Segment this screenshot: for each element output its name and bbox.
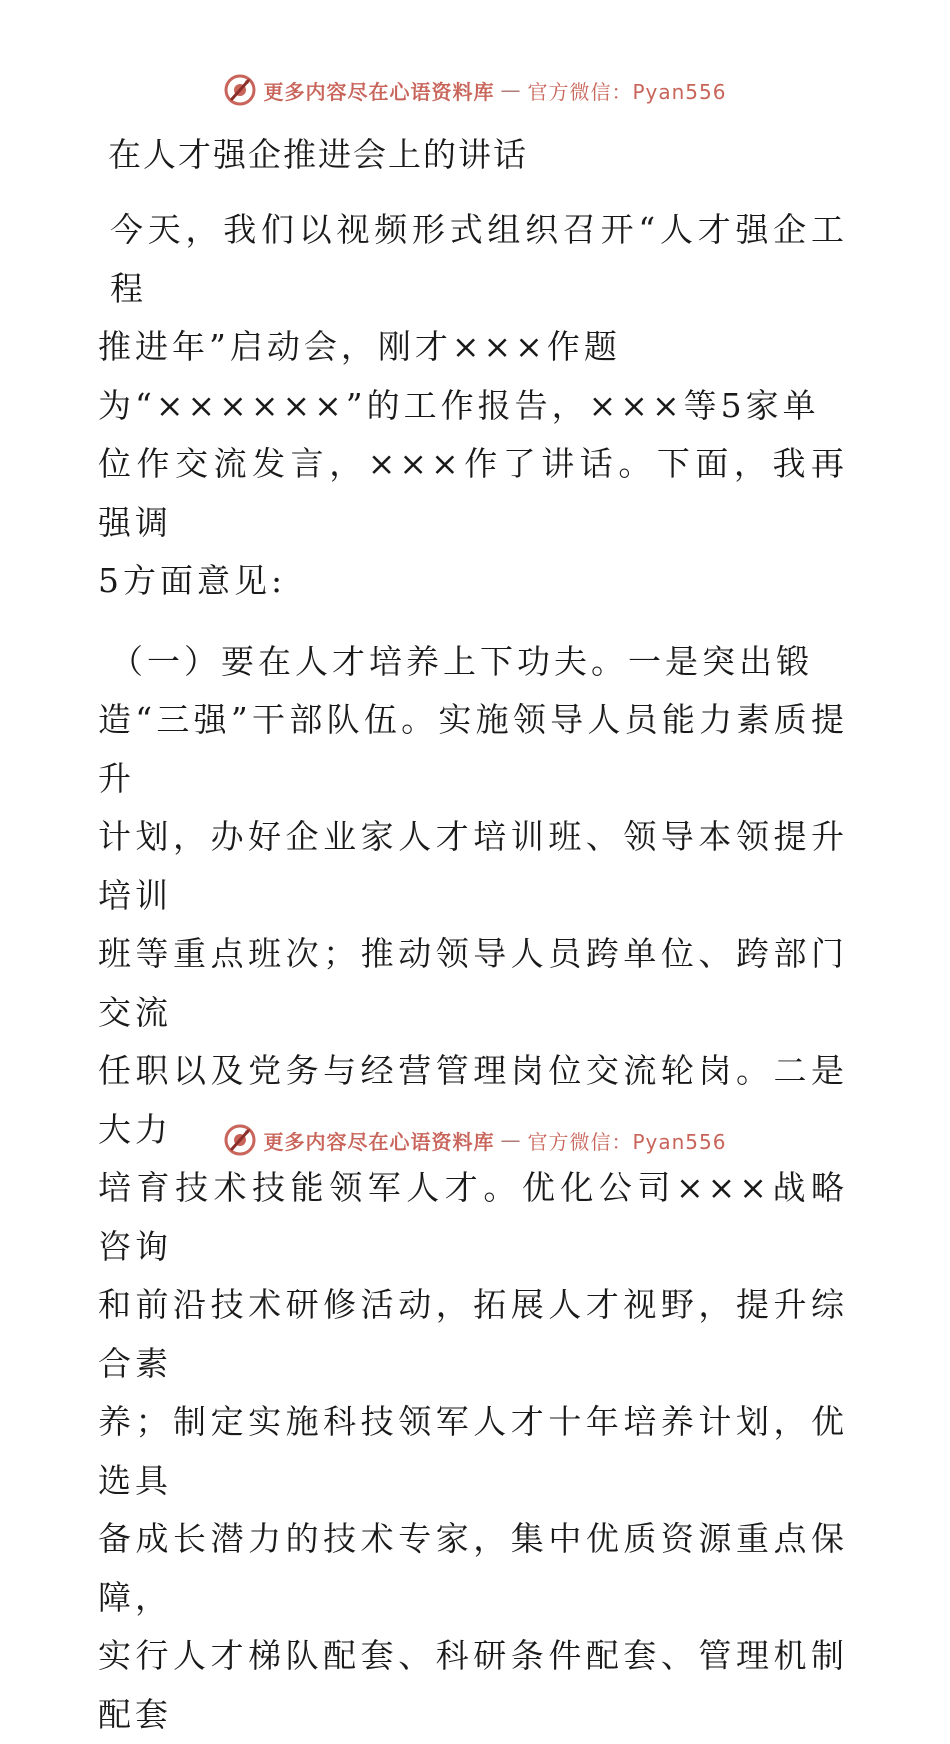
paragraph-line: 推进年”启动会，刚才×××作题: [98, 327, 621, 366]
banner-contact-text: 官方微信：Pyan556: [527, 79, 727, 104]
paragraph-line: 培育技术技能领军人才。优化公司×××战略咨询: [98, 1168, 848, 1266]
paragraph-line: 造“三强”干部队伍。实施领导人员能力素质提升: [98, 700, 848, 798]
paragraph-line: （一）要在人才培养上下功夫。一是突出锻: [110, 641, 813, 681]
paragraph-line: 计划，办好企业家人才培训班、领导本领提升培训: [98, 817, 848, 915]
banner-brand-text: 更多内容尽在心语资料库: [263, 1129, 495, 1154]
paragraph-line: 备成长潜力的技术专家，集中优质资源重点保障，: [98, 1519, 848, 1617]
brand-logo-icon: [223, 1123, 257, 1157]
paragraph-line: 今天，我们以视频形式组织召开“人才强企工程: [110, 210, 848, 308]
paragraph-intro-cont: [98, 318, 848, 611]
banner-brand-text: 更多内容尽在心语资料库: [263, 79, 495, 104]
paragraph-line: 班等重点班次；推动领导人员跨单位、跨部门交流: [98, 934, 848, 1032]
paragraph-line: 养；制定实施科技领军人才十年培养计划，优选具: [98, 1402, 848, 1500]
banner-contact-text: 官方微信：Pyan556: [527, 1129, 727, 1154]
document-body: [98, 118, 848, 1744]
paragraph-section-one-cont: [98, 691, 848, 1744]
paragraph-intro: [98, 201, 848, 318]
paragraph-line: 为“××××××”的工作报告，×××等5家单: [98, 385, 820, 425]
brand-logo-icon: [223, 73, 257, 107]
paragraph-line: 和前沿技术研修活动，拓展人才视野，提升综合素: [98, 1285, 848, 1383]
document-title: 在人才强企推进会上的讲话: [108, 135, 528, 174]
paragraph-line: 位作交流发言，×××作了讲话。下面，我再强调: [98, 444, 848, 542]
paragraph-line: 5方面意见:: [98, 561, 287, 600]
banner-separator: —: [500, 78, 522, 102]
paragraph-line: 任职以及党务与经营管理岗位交流轮岗。二是大力: [98, 1051, 848, 1149]
header-banner: [0, 70, 950, 110]
footer-banner: [0, 1120, 950, 1160]
paragraph-line: 实行人才梯队配套、科研条件配套、管理机制配套: [98, 1636, 848, 1734]
paragraph-section-one: [98, 633, 848, 692]
banner-separator: —: [500, 1128, 522, 1152]
